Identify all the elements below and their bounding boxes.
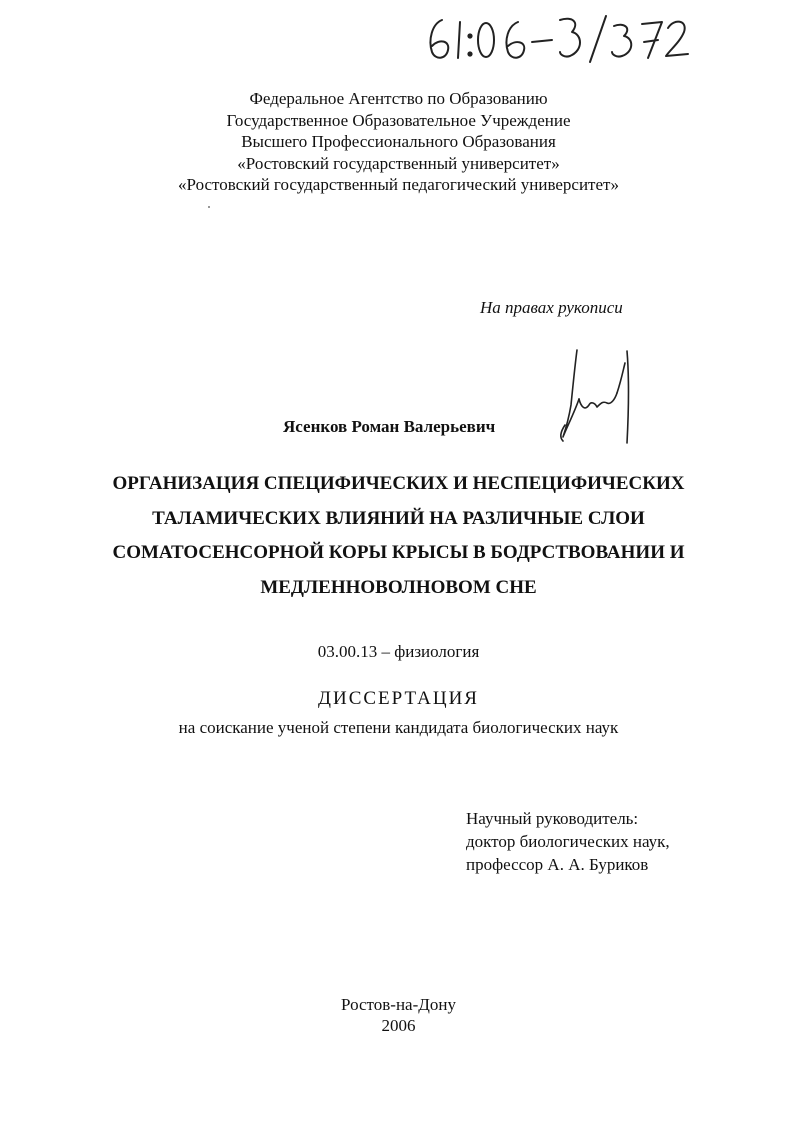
organization-line: «Ростовский государственный университет» [237, 153, 560, 173]
place-and-year [0, 994, 797, 1036]
organization-line: Федеральное Агентство по Образованию [249, 89, 548, 108]
advisor-line: доктор биологических наук, [466, 832, 670, 851]
document-type: ДИССЕРТАЦИЯ [318, 688, 479, 709]
handwritten-catalog-number [420, 8, 690, 66]
title-line: ОРГАНИЗАЦИЯ СПЕЦИФИЧЕСКИХ И НЕСПЕЦИФИЧЕСКИХ [112, 473, 685, 494]
dissertation-title [0, 467, 797, 605]
advisor-block [466, 807, 766, 876]
organization-line: Государственное Образовательное Учреждение [226, 110, 571, 130]
organization-block [0, 88, 797, 196]
specialty-code: 03.00.13 – физиология [317, 642, 480, 661]
year: 2006 [381, 1016, 416, 1035]
title-line: ТАЛАМИЧЕСКИХ ВЛИЯНИЙ НА РАЗЛИЧНЫЕ СЛОИ [152, 507, 645, 529]
title-line: СОМАТОСЕНСОРНОЙ КОРЫ КРЫСЫ В БОДРСТВОВАНИИ И [112, 542, 685, 563]
degree-line: на соискание ученой степени кандидата биологических наук [178, 718, 619, 737]
scan-speck [208, 206, 210, 208]
author-signature [555, 345, 645, 450]
advisor-line: профессор А. А. Буриков [466, 855, 649, 874]
city: Ростов-на-Дону [341, 995, 456, 1014]
organization-line: «Ростовский государственный педагогический университет» [178, 175, 619, 194]
title-line: МЕДЛЕННОВОЛНОВОМ СНЕ [260, 576, 537, 598]
organization-line: Высшего Профессионального Образования [241, 132, 556, 151]
manuscript-note: На правах рукописи [480, 298, 623, 317]
author-name: Ясенков Роман Валерьевич [283, 417, 496, 436]
advisor-line: Научный руководитель: [466, 809, 639, 828]
